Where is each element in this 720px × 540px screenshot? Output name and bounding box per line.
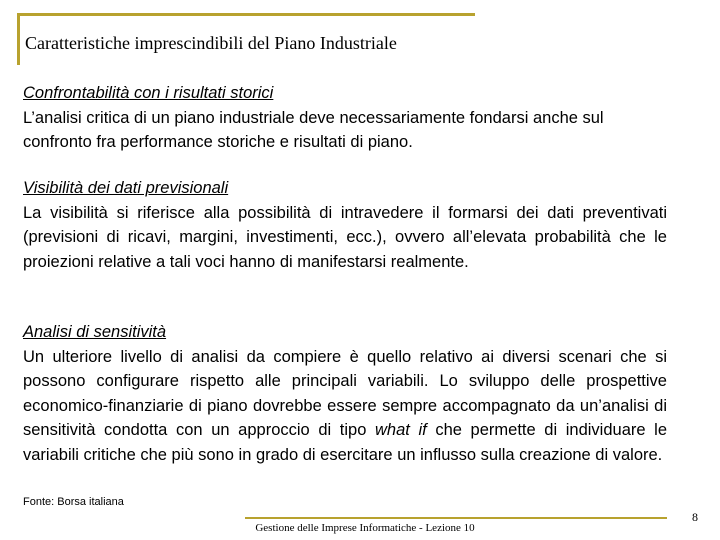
section-body: L’analisi critica di un piano industriale deve necessariamente fondarsi anche sul confronto fra performance storiche e risultati di piano. bbox=[23, 108, 604, 151]
body-emphasis: what if bbox=[375, 421, 427, 439]
slide-title: Caratteristiche imprescindibili del Piano Industriale bbox=[25, 33, 397, 53]
section-body: La visibilità si riferisce alla possibilità di intravedere il formarsi dei dati preventivati (previsioni di ricavi, margini, investimenti, ecc.), ovvero all’elevata probabilità che le proiezioni relative a tali voci hanno di manifestarsi realmente. bbox=[23, 203, 667, 271]
section-heading: Visibilità dei dati previsionali bbox=[23, 179, 229, 197]
title-top-rule bbox=[17, 13, 475, 16]
footer-course: Gestione delle Imprese Informatiche - Lezione 10 bbox=[255, 522, 475, 534]
title-left-rule bbox=[17, 13, 20, 65]
page-number: 8 bbox=[692, 510, 698, 524]
body-text: Un ulteriore livello di analisi da compiere è quello relativo ai diversi scenari che si possono configurare rispetto alle principali variabili. Lo sviluppo delle prospettive economico-finanziarie di piano dovrebbe essere sempre accompagnato da un’analisi di sensitività condotta con un approccio di tipo bbox=[23, 347, 667, 439]
section-heading: Confrontabilità con i risultati storici bbox=[23, 84, 274, 102]
source-note: Fonte: Borsa italiana bbox=[23, 496, 124, 508]
body-text: che permette di individuare le variabili critiche che più sono in grado di esercitare un influsso sulla creazione di valore. bbox=[23, 421, 667, 464]
title-frame bbox=[17, 13, 475, 65]
section-sensitivity-analysis bbox=[23, 320, 667, 467]
section-heading: Analisi di sensitività bbox=[23, 323, 167, 341]
footer-rule bbox=[245, 517, 667, 519]
section-historical-comparison bbox=[23, 81, 667, 155]
section-forecast-visibility bbox=[23, 176, 667, 274]
section-body bbox=[23, 345, 667, 468]
